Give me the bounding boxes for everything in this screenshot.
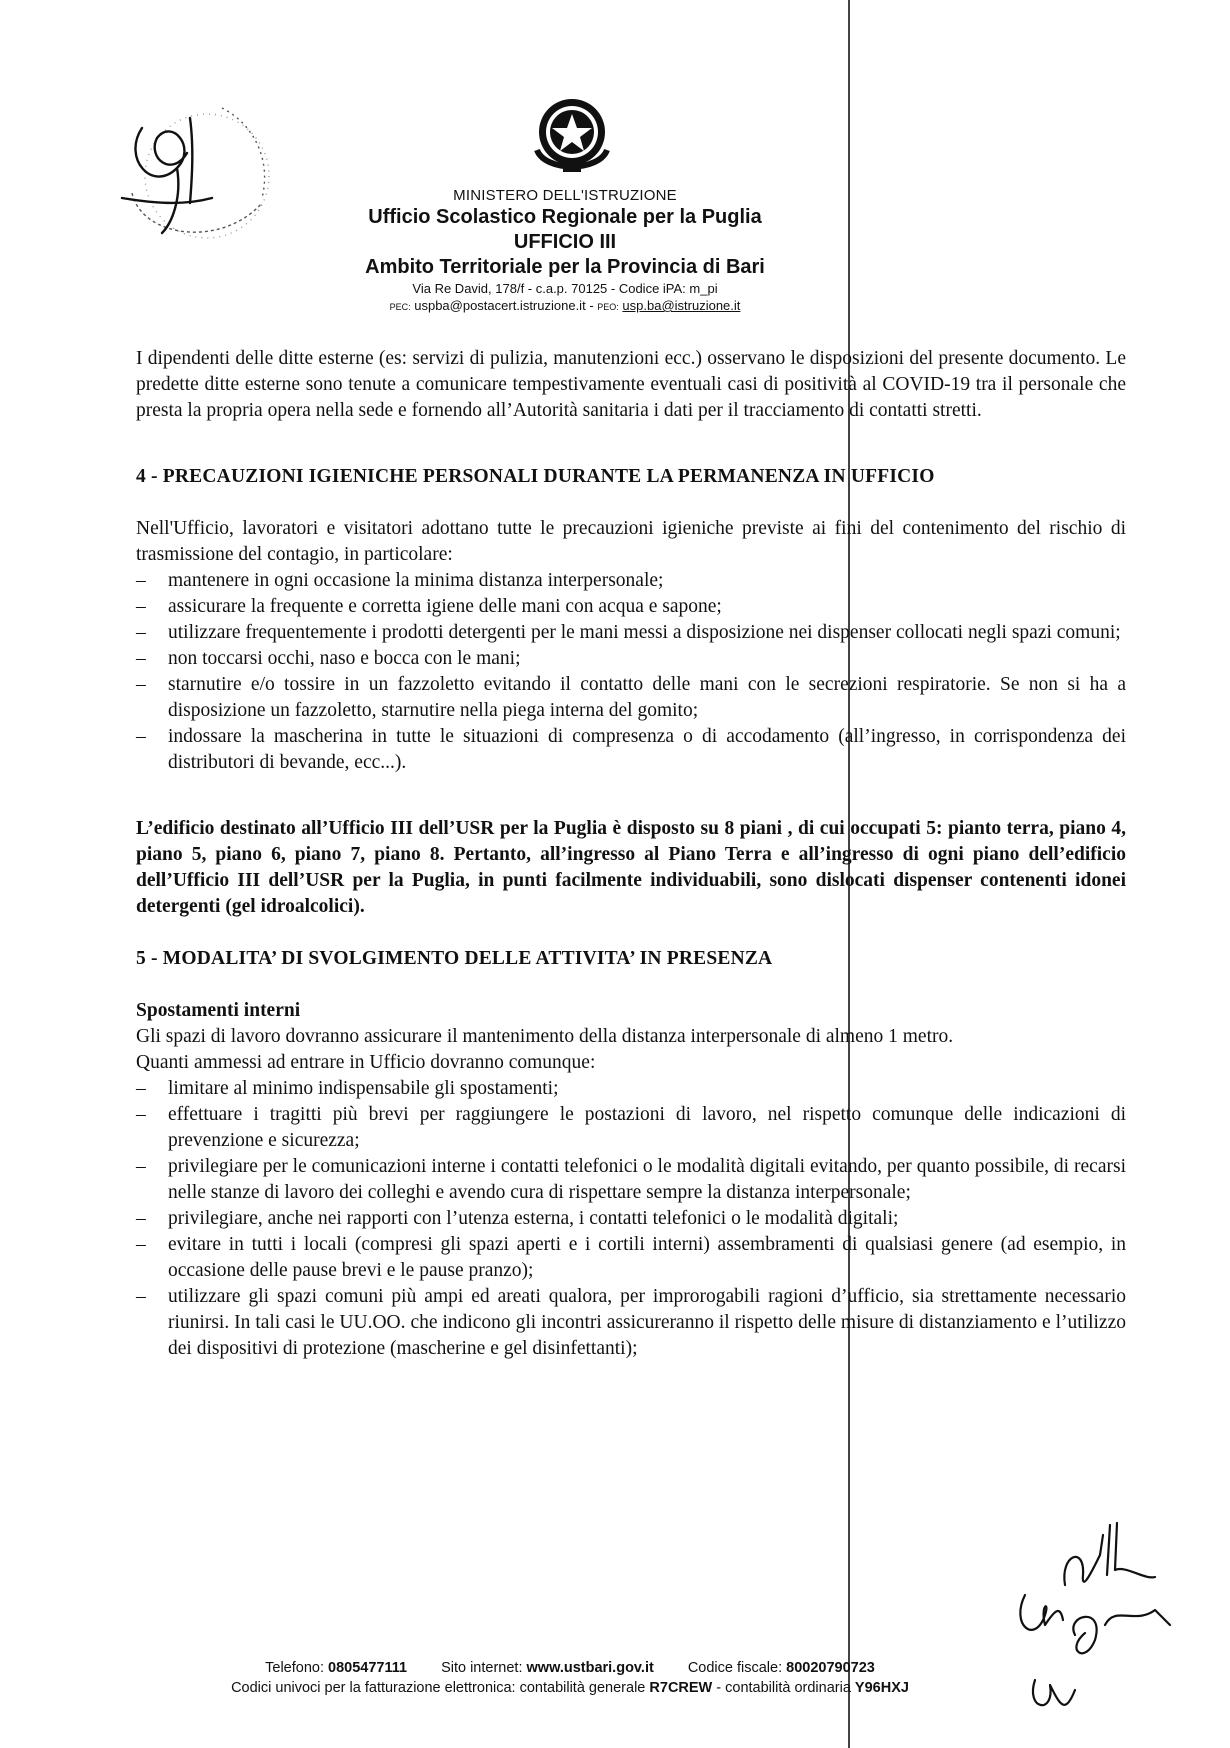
intro-paragraph: I dipendenti delle ditte esterne (es: servizi di pulizia, manutenzioni ecc.) osservano le disposizioni del presente documento. Le predette ditte esterne sono tenute a comunicare tempestivamente eventuali casi di positività al COVID-19 tra il personale che presta la propria opera nella sede e fornendo all’Autorità sanitaria i dati per il tracciamento di contatti stretti. xyxy=(136,348,1126,421)
office-stamp-image xyxy=(112,98,277,246)
building-paragraph: L’edificio destinato all’Ufficio III dell’USR per la Puglia è disposto su 8 piani , di cui occupati 5: pianto terra, piano 4, piano 5, piano 6, piano 7, piano 8. Pertanto, all’ingresso al Piano Terra e all’ingresso di ogni piano dell’edificio dell’Ufficio III dell’USR per la Puglia, in punti facilmente individuabili, sono dislocati dispenser contenenti idonei detergenti (gel idroalcolici). xyxy=(136,818,1126,917)
list-item: – privilegiare per le comunicazioni interne i contatti telefonici o le modalità digitali evitando, per quanto possibile, di recarsi nelle stanze di lavoro dei colleghi e avendo cura di rispettare sempre la distanza interpersonale; xyxy=(136,1154,1126,1206)
unit-name: UFFICIO III xyxy=(513,231,617,253)
section-5-title: 5 - MODALITA’ DI SVOLGIMENTO DELLE ATTIVITA’ IN PRESENZA xyxy=(136,948,773,969)
phone-label: Telefono: xyxy=(265,1660,324,1676)
list-item: – effettuare i tragitti più brevi per raggiungere le postazioni di lavoro, nel rispetto comunque delle indicazioni di prevenzione e sicurezza; xyxy=(136,1102,1126,1154)
billing-code-general: R7CREW xyxy=(649,1680,713,1696)
section-5-paragraph-1: Gli spazi di lavoro dovranno assicurare il mantenimento della distanza interpersonale di almeno 1 metro. xyxy=(136,1026,954,1047)
list-item: – mantenere in ogni occasione la minima distanza interpersonale; xyxy=(136,568,1126,594)
ambito-name: Ambito Territoriale per la Provincia di Bari xyxy=(365,256,765,278)
list-item: – assicurare la frequente e corretta igiene delle mani con acqua e sapone; xyxy=(136,594,1126,620)
ministry-name: MINISTERO DELL'ISTRUZIONE xyxy=(453,187,677,204)
letterhead xyxy=(300,186,830,316)
list-item: – starnutire e/o tossire in un fazzoletto evitando il contatto delle mani con le secrezioni respiratorie. Se non si ha a disposizione un fazzoletto, starnutire nella piega interna del gomito; xyxy=(136,672,1126,724)
pec-address[interactable]: uspba@postacert.istruzione.it xyxy=(414,298,586,313)
section-4-list xyxy=(136,568,1126,776)
page-footer xyxy=(140,1658,1000,1698)
office-name: Ufficio Scolastico Regionale per la Puglia xyxy=(368,206,762,228)
list-item: – non toccarsi occhi, naso e bocca con le mani; xyxy=(136,646,1126,672)
list-item: – privilegiare, anche nei rapporti con l’utenza esterna, i contatti telefonici o le modalità digitali; xyxy=(136,1206,1126,1232)
section-5-paragraph-2: Quanti ammessi ad entrare in Ufficio dovranno comunque: xyxy=(136,1052,596,1073)
section-5-list xyxy=(136,1076,1126,1362)
footer-contacts xyxy=(140,1658,1000,1678)
document-body xyxy=(136,346,1126,1362)
list-item: – limitare al minimo indispensabile gli spostamenti; xyxy=(136,1076,1126,1102)
footer-fiscal-code xyxy=(688,1658,875,1678)
peo-label: PEO: xyxy=(597,302,619,312)
site-url[interactable]: www.ustbari.gov.it xyxy=(526,1660,654,1676)
email-line xyxy=(300,297,830,316)
footer-billing-codes xyxy=(140,1678,1000,1698)
section-5-subtitle: Spostamenti interni xyxy=(136,1000,301,1021)
pec-label: PEC: xyxy=(389,302,411,312)
section-4-title: 4 - PRECAUZIONI IGIENICHE PERSONALI DURANTE LA PERMANENZA IN UFFICIO xyxy=(136,466,935,487)
list-item: – utilizzare frequentemente i prodotti detergenti per le mani messi a disposizione nei dispenser collocati negli spazi comuni; xyxy=(136,620,1126,646)
fiscal-code-label: Codice fiscale: xyxy=(687,1660,783,1676)
peo-address[interactable]: usp.ba@istruzione.it xyxy=(622,298,741,313)
italian-republic-emblem xyxy=(525,90,620,182)
billing-code-ordinary: Y96HXJ xyxy=(854,1680,909,1696)
footer-phone xyxy=(265,1658,407,1678)
footer-site xyxy=(441,1658,654,1678)
site-label: Sito internet: xyxy=(441,1660,523,1676)
phone-number: 0805477111 xyxy=(328,1660,408,1676)
list-item: – utilizzare gli spazi comuni più ampi ed areati qualora, per improrogabili ragioni d’ufficio, sia strettamente necessario riunirsi. In tali casi le UU.OO. che indicono gli incontri assicureranno il rispetto delle misure di distanziamento e l’utilizzo dei dispositivi di protezione (mascherine e gel disinfettanti); xyxy=(136,1284,1126,1362)
email-separator: - xyxy=(589,298,594,313)
billing-mid: - contabilità ordinaria xyxy=(716,1680,851,1696)
section-4-intro: Nell'Ufficio, lavoratori e visitatori adottano tutte le precauzioni igieniche previste ai fini del contenimento del rischio di trasmissione del contagio, in particolare: xyxy=(136,518,1126,565)
fiscal-code: 80020790723 xyxy=(786,1660,875,1676)
list-item: – evitare in tutti i locali (compresi gli spazi aperti e i cortili interni) assembramenti di qualsiasi genere (ad esempio, in occasione delle pause brevi e le pause pranzo); xyxy=(136,1232,1126,1284)
billing-prefix: Codici univoci per la fatturazione elettronica: contabilità generale xyxy=(231,1680,646,1696)
office-address: Via Re David, 178/f - c.a.p. 70125 - Codice iPA: m_pi xyxy=(412,281,718,296)
list-item: – indossare la mascherina in tutte le situazioni di compresenza o di accodamento (all’ingresso, in corrispondenza dei distributori di bevande, ecc...). xyxy=(136,724,1126,776)
handwritten-signature xyxy=(1005,1515,1175,1730)
